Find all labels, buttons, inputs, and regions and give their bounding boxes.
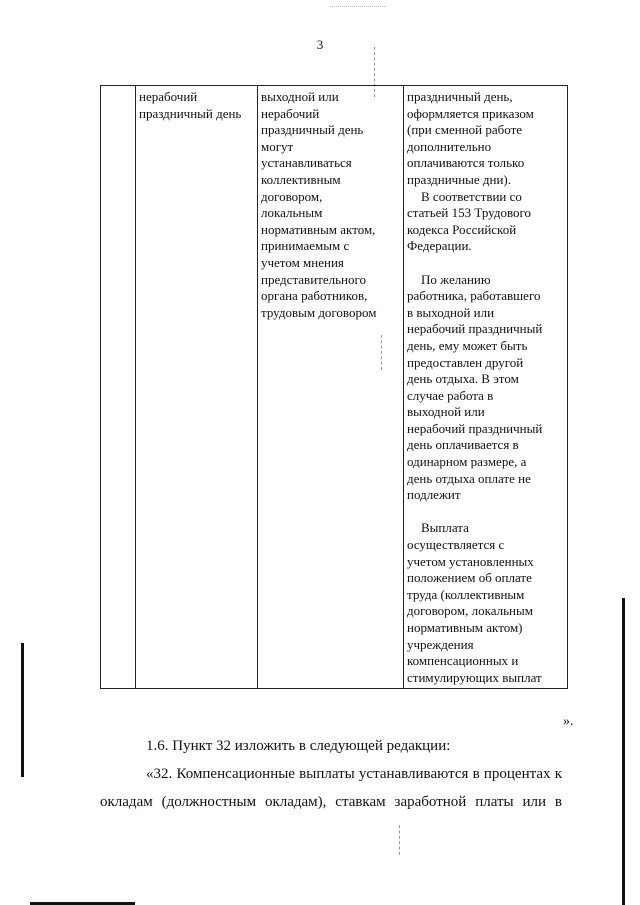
cell-text-line: выходной или (261, 89, 339, 104)
document-table (100, 85, 568, 689)
blank-line (407, 504, 565, 521)
cell-text-line: работника, работавшего (407, 288, 541, 304)
cell-text-line: праздничные дни). (407, 171, 512, 187)
scan-artifact (381, 335, 382, 370)
cell-text-line: представительного (261, 271, 366, 287)
cell-text-line: дополнительно (407, 138, 492, 154)
cell-text-line: стимулирующих выплат (407, 669, 542, 685)
table-cell-procedure (404, 86, 568, 689)
table-row (101, 86, 568, 689)
cell-text-line: оформляется приказом (407, 105, 534, 121)
scan-edge-mark (21, 643, 24, 777)
cell-text-line: предоставлен другой (407, 354, 524, 370)
cell-text-line: нерабочий праздничный (407, 321, 543, 337)
cell-text-line: компенсационных и (407, 653, 519, 669)
cell-text-line: По желанию (421, 271, 491, 287)
cell-text-line: одинарном размере, а (407, 454, 527, 470)
cell-text-line: (при сменной работе (407, 122, 523, 138)
cell-text-line: кодекса Российской (407, 221, 517, 237)
cell-text-line: нормативным актом, (261, 221, 376, 237)
cell-text-line: праздничный день (139, 105, 242, 121)
cell-text-line: статьей 153 Трудового (407, 205, 532, 221)
cell-text-line: нерабочий (261, 105, 320, 121)
closing-quote: ». (563, 714, 574, 729)
cell-text-line: устанавливаться (261, 155, 352, 171)
cell-text-line: день, ему может быть (407, 337, 528, 353)
cell-text-line: трудовым договором (261, 304, 377, 320)
cell-text-line: оплачиваются только (407, 155, 525, 171)
cell-text-line: Федерации. (407, 238, 472, 254)
page-number: 3 (316, 37, 324, 52)
cell-text-line: договором, (261, 188, 323, 204)
cell-text-line: день оплачивается в (407, 437, 519, 453)
scan-smudge (330, 6, 385, 13)
cell-text-line: учетом мнения (261, 254, 344, 270)
cell-text-line: день отдыха. В этом (407, 371, 519, 387)
table-cell-conditions (258, 86, 404, 689)
scan-edge-mark (622, 598, 625, 905)
cell-text-line: органа работников, (261, 288, 368, 304)
cell-text-line: день отдыха оплате не (407, 470, 531, 486)
cell-text-line: нерабочий праздничный (407, 420, 543, 436)
cell-text-line: случае работа в (407, 387, 494, 403)
cell-text-line: осуществляется с (407, 537, 505, 553)
cell-text-line: принимаемым с (261, 238, 350, 254)
cell-text-line: могут (261, 138, 294, 154)
cell-text-line: подлежит (407, 487, 461, 503)
paragraph-text-line: «32. Компенсационные выплаты устанавливаются в процентах к (146, 766, 562, 782)
cell-text-line: праздничный день, (407, 89, 513, 104)
cell-text-line: учетом установленных (407, 553, 534, 569)
table-cell-payment-type (136, 86, 258, 689)
cell-text-line: коллективным (261, 171, 341, 187)
cell-text-line: в выходной или (407, 304, 495, 320)
cell-text-line: локальным (261, 205, 323, 221)
cell-text-line: учреждения (407, 636, 474, 652)
cell-text-line: нерабочий (139, 89, 198, 104)
paragraph-heading: 1.6. Пункт 32 изложить в следующей редакции: (146, 738, 451, 754)
cell-text-line: труда (коллективным (407, 586, 525, 602)
paragraph-text-line: окладам (должностным окладам), ставкам заработной платы или в (100, 794, 562, 810)
cell-text-line: В соответствии со (421, 188, 522, 204)
cell-text-line: праздничный день (261, 122, 364, 138)
blank-line (407, 255, 565, 272)
cell-text-line: положением об оплате (407, 570, 532, 586)
cell-text-line: нормативным актом) (407, 620, 523, 635)
scan-artifact (399, 825, 400, 855)
table-cell-number (101, 86, 136, 689)
cell-text-line: договором, локальным (407, 603, 533, 619)
cell-text-line: Выплата (421, 520, 469, 536)
cell-text-line: выходной или (407, 404, 485, 420)
